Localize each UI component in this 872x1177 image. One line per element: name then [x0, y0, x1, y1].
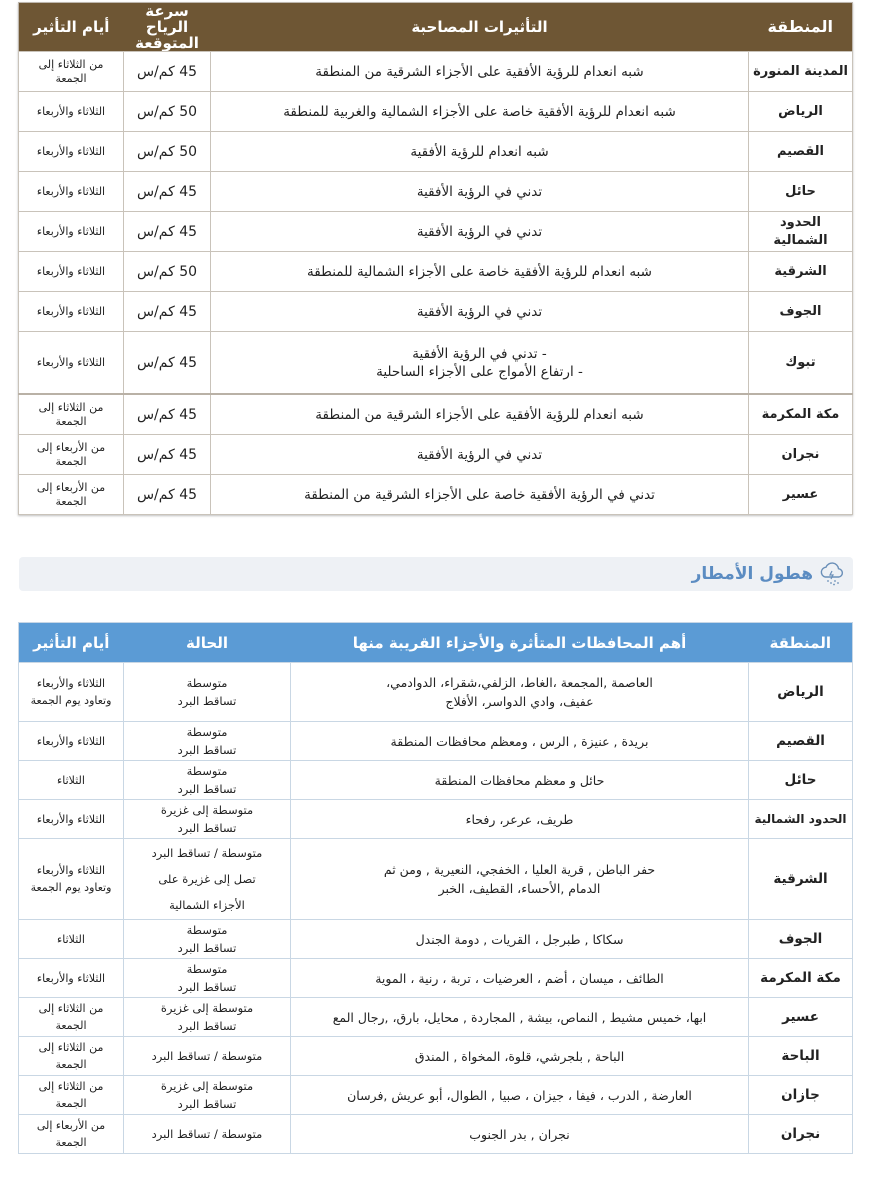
region-cell: الحدود الشمالية — [749, 212, 853, 252]
cell-line: الأجزاء الشمالية — [169, 898, 245, 912]
condition-cell — [124, 839, 291, 920]
cell-line: تدني في الرؤية الأفقية — [416, 446, 543, 463]
cell-line: متوسطة إلى غزيرة — [160, 1079, 254, 1093]
cell-line: من الثلاثاء إلى — [38, 1041, 104, 1054]
cell-line: الجمعة — [55, 1097, 87, 1110]
condition-cell — [124, 761, 291, 800]
region-cell: الشرقية — [749, 839, 853, 920]
region-cell: تبوك — [749, 332, 853, 395]
governorates-cell — [291, 722, 749, 761]
cell-line: - تدني في الرؤية الأفقية — [412, 345, 547, 362]
days-cell: الثلاثاء والأربعاء — [19, 132, 124, 172]
effects-cell — [211, 475, 749, 515]
wind-speed-cell: 45 كم/س — [124, 212, 211, 252]
governorates-cell — [291, 959, 749, 998]
region-cell: مكة المكرمة — [749, 394, 853, 435]
cell-line: نجران , بدر الجنوب — [469, 1126, 570, 1142]
condition-cell — [124, 1076, 291, 1115]
days-cell — [19, 1076, 124, 1115]
cell-line: الثلاثاء والأربعاء — [36, 812, 106, 826]
cell-line: الثلاثاء — [57, 773, 85, 787]
days-cell — [19, 920, 124, 959]
days-cell — [19, 998, 124, 1037]
header-days: أيام التأثير — [19, 623, 124, 663]
table-row — [19, 292, 853, 332]
governorates-cell — [291, 761, 749, 800]
condition-cell — [124, 800, 291, 839]
condition-cell — [124, 663, 291, 722]
days-cell — [19, 1115, 124, 1154]
condition-cell — [124, 722, 291, 761]
cell-line: تساقط البرد — [177, 782, 237, 796]
table-row — [19, 839, 853, 920]
days-cell — [19, 761, 124, 800]
rain-cloud-icon — [819, 562, 845, 586]
cell-line: وتعاود يوم الجمعة — [30, 694, 112, 707]
condition-cell — [124, 959, 291, 998]
table-row — [19, 920, 853, 959]
region-cell: القصيم — [749, 722, 853, 761]
effects-cell — [211, 394, 749, 435]
cell-line: شبه انعدام للرؤية الأفقية — [410, 143, 549, 160]
cell-line: الدمام ,الأحساء، القطيف، الخبر — [438, 881, 601, 896]
cell-line: الجمعة — [55, 1058, 87, 1071]
region-cell: الرياض — [749, 663, 853, 722]
cell-line: تصل إلى غزيرة على — [158, 872, 256, 886]
cell-line: متوسطة إلى غزيرة — [160, 1001, 254, 1015]
rain-section-header — [19, 557, 853, 591]
rain-table-body — [19, 663, 853, 1154]
table-row — [19, 998, 853, 1037]
governorates-cell — [291, 920, 749, 959]
cell-line: - ارتفاع الأمواج على الأجزاء الساحلية — [376, 363, 583, 380]
cell-line: من الثلاثاء إلى — [38, 1002, 104, 1015]
cell-line: ابها، خميس مشيط , النماص، بيشة , المجاردة , محايل، بارق، ,رجال المع — [332, 1009, 707, 1025]
header-governorates: أهم المحافظات المتأثرة والأجزاء القريبة منها — [291, 623, 749, 663]
effects-cell — [211, 212, 749, 252]
table-row — [19, 394, 853, 435]
table-row — [19, 761, 853, 800]
wind-speed-cell: 50 كم/س — [124, 132, 211, 172]
effects-cell — [211, 132, 749, 172]
cell-line: طريف، عرعر، رفحاء — [465, 811, 574, 827]
cell-line: شبه انعدام للرؤية الأفقية خاصة على الأجزاء الشمالية للمنطقة — [307, 263, 652, 280]
cell-line: حفر الباطن , قرية العليا ، الخفجي، النعيرية , ومن ثم — [383, 862, 656, 877]
cell-line: الثلاثاء — [57, 932, 85, 946]
governorates-cell — [291, 800, 749, 839]
days-cell: الثلاثاء والأربعاء — [19, 92, 124, 132]
wind-table-body — [19, 52, 853, 515]
cell-line: متوسطة / تساقط البرد — [151, 846, 263, 860]
wind-speed-cell: 50 كم/س — [124, 252, 211, 292]
header-region: المنطقة — [749, 623, 853, 663]
wind-speed-cell: 45 كم/س — [124, 172, 211, 212]
cell-line: تساقط البرد — [177, 980, 237, 994]
condition-cell — [124, 998, 291, 1037]
governorates-cell — [291, 1037, 749, 1076]
cell-line: متوسطة — [186, 923, 228, 937]
table-row — [19, 435, 853, 475]
wind-speed-cell: 50 كم/س — [124, 92, 211, 132]
effects-cell — [211, 52, 749, 92]
cell-line: تساقط البرد — [177, 1019, 237, 1033]
cell-line: بريدة , عنيزة , الرس ، ومعظم محافظات المنطقة — [390, 733, 649, 749]
cell-line: تدني في الرؤية الأفقية خاصة على الأجزاء الشرقية من المنطقة — [304, 486, 655, 503]
effects-cell — [211, 435, 749, 475]
condition-cell — [124, 1115, 291, 1154]
cell-line: متوسطة — [186, 764, 228, 778]
table-row — [19, 92, 853, 132]
cell-line: متوسطة — [186, 676, 228, 690]
table-row — [19, 332, 853, 395]
cell-line: العاصمة ,المجمعة ،الغاط، الزلفي،شقراء، الدوادمي، — [386, 675, 653, 690]
condition-cell — [124, 1037, 291, 1076]
cell-line: الجمعة — [55, 1019, 87, 1032]
region-cell: الرياض — [749, 92, 853, 132]
rain-section-title: هطول الأمطار — [691, 564, 813, 584]
table-row — [19, 172, 853, 212]
region-cell: الجوف — [749, 920, 853, 959]
governorates-cell — [291, 839, 749, 920]
days-cell: من الثلاثاء إلى الجمعة — [19, 52, 124, 92]
wind-speed-cell: 45 كم/س — [124, 292, 211, 332]
governorates-cell — [291, 663, 749, 722]
rainfall-table-container — [19, 622, 853, 1154]
cell-line: تساقط البرد — [177, 1097, 237, 1111]
cell-line: العارضة , الدرب ، فيفا ، جيزان ، صبيا , الطوال، أبو عريش ,فرسان — [347, 1087, 692, 1103]
days-cell: الثلاثاء والأربعاء — [19, 332, 124, 395]
region-cell: نجران — [749, 435, 853, 475]
region-cell: عسير — [749, 475, 853, 515]
wind-speed-cell: 45 كم/س — [124, 475, 211, 515]
effects-cell — [211, 292, 749, 332]
days-cell: الثلاثاء والأربعاء — [19, 172, 124, 212]
days-cell — [19, 839, 124, 920]
effects-cell — [211, 332, 749, 395]
cell-line: سكاكا , طبرجل ، القريات , دومة الجندل — [415, 931, 624, 947]
cell-line: عفيف، وادي الدواسر، الأفلاج — [445, 694, 594, 709]
cell-line: تساقط البرد — [177, 694, 237, 708]
region-cell: حائل — [749, 172, 853, 212]
cell-line: الثلاثاء والأربعاء — [36, 864, 106, 877]
region-cell: مكة المكرمة — [749, 959, 853, 998]
wind-effects-table — [18, 2, 853, 515]
rainfall-table — [18, 622, 853, 1154]
region-cell: جازان — [749, 1076, 853, 1115]
region-cell: الحدود الشمالية — [749, 800, 853, 839]
cell-line: الباحة , بلجرشي، قلوة، المخواة , المندق — [414, 1048, 625, 1064]
wind-speed-cell: 45 كم/س — [124, 435, 211, 475]
wind-speed-cell: 45 كم/س — [124, 52, 211, 92]
governorates-cell — [291, 998, 749, 1037]
effects-cell — [211, 92, 749, 132]
wind-table-header — [19, 3, 853, 52]
cell-line: من الثلاثاء إلى — [38, 1080, 104, 1093]
region-cell: حائل — [749, 761, 853, 800]
wind-effects-table-container — [19, 2, 853, 515]
region-cell: الجوف — [749, 292, 853, 332]
days-cell: الثلاثاء والأربعاء — [19, 292, 124, 332]
table-row — [19, 52, 853, 92]
effects-cell — [211, 172, 749, 212]
cell-line: الثلاثاء والأربعاء — [36, 677, 106, 690]
table-row — [19, 1037, 853, 1076]
header-condition: الحالة — [124, 623, 291, 663]
days-cell: من الثلاثاء إلى الجمعة — [19, 394, 124, 435]
cell-line: تساقط البرد — [177, 743, 237, 757]
cell-line: الثلاثاء والأربعاء — [36, 734, 106, 748]
cell-line: متوسطة إلى غزيرة — [160, 803, 254, 817]
table-row — [19, 959, 853, 998]
cell-line: تدني في الرؤية الأفقية — [416, 303, 543, 320]
region-cell: الشرقية — [749, 252, 853, 292]
days-cell: من الأربعاء إلى الجمعة — [19, 435, 124, 475]
cell-line: شبه انعدام للرؤية الأفقية على الأجزاء الشرقية من المنطقة — [315, 406, 644, 423]
region-cell: المدينة المنورة — [749, 52, 853, 92]
cell-line: تساقط البرد — [177, 821, 237, 835]
cell-line: متوسطة — [186, 962, 228, 976]
header-days: أيام التأثير — [19, 3, 124, 52]
days-cell: الثلاثاء والأربعاء — [19, 252, 124, 292]
condition-cell — [124, 920, 291, 959]
cell-line: وتعاود يوم الجمعة — [30, 881, 112, 894]
cell-line: تدني في الرؤية الأفقية — [416, 183, 543, 200]
cell-line: حائل و معظم محافظات المنطقة — [434, 772, 605, 788]
region-cell: نجران — [749, 1115, 853, 1154]
days-cell — [19, 663, 124, 722]
cell-line: شبه انعدام للرؤية الأفقية على الأجزاء الشرقية من المنطقة — [315, 63, 644, 80]
cell-line: من الأربعاء إلى — [36, 1119, 106, 1132]
table-row — [19, 663, 853, 722]
table-row — [19, 212, 853, 252]
rain-table-header — [19, 623, 853, 663]
table-row — [19, 800, 853, 839]
cell-line: الطائف ، ميسان ، أضم ، العرضيات ، تربة ، رنية ، الموية — [375, 970, 664, 986]
cell-line: متوسطة / تساقط البرد — [151, 1127, 263, 1141]
table-row — [19, 722, 853, 761]
header-effects: التأثيرات المصاحبة — [211, 3, 749, 52]
table-row — [19, 1115, 853, 1154]
cell-line: متوسطة — [186, 725, 228, 739]
days-cell — [19, 800, 124, 839]
region-cell: عسير — [749, 998, 853, 1037]
cell-line: تدني في الرؤية الأفقية — [416, 223, 543, 240]
days-cell: الثلاثاء والأربعاء — [19, 212, 124, 252]
header-region: المنطقة — [749, 3, 853, 52]
days-cell — [19, 959, 124, 998]
cell-line: الثلاثاء والأربعاء — [36, 971, 106, 985]
wind-speed-cell: 45 كم/س — [124, 332, 211, 395]
table-row — [19, 132, 853, 172]
governorates-cell — [291, 1076, 749, 1115]
days-cell — [19, 1037, 124, 1076]
cell-line: شبه انعدام للرؤية الأفقية خاصة على الأجزاء الشمالية والغربية للمنطقة — [283, 103, 676, 120]
region-cell: الباحة — [749, 1037, 853, 1076]
cell-line: تساقط البرد — [177, 941, 237, 955]
cell-line: الجمعة — [55, 1136, 87, 1149]
header-wind-speed: سرعة الرياح المتوقعة — [124, 3, 211, 52]
table-row — [19, 475, 853, 515]
days-cell — [19, 722, 124, 761]
table-row — [19, 1076, 853, 1115]
region-cell: القصيم — [749, 132, 853, 172]
governorates-cell — [291, 1115, 749, 1154]
days-cell: من الأربعاء إلى الجمعة — [19, 475, 124, 515]
table-row — [19, 252, 853, 292]
cell-line: متوسطة / تساقط البرد — [151, 1049, 263, 1063]
effects-cell — [211, 252, 749, 292]
wind-speed-cell: 45 كم/س — [124, 394, 211, 435]
